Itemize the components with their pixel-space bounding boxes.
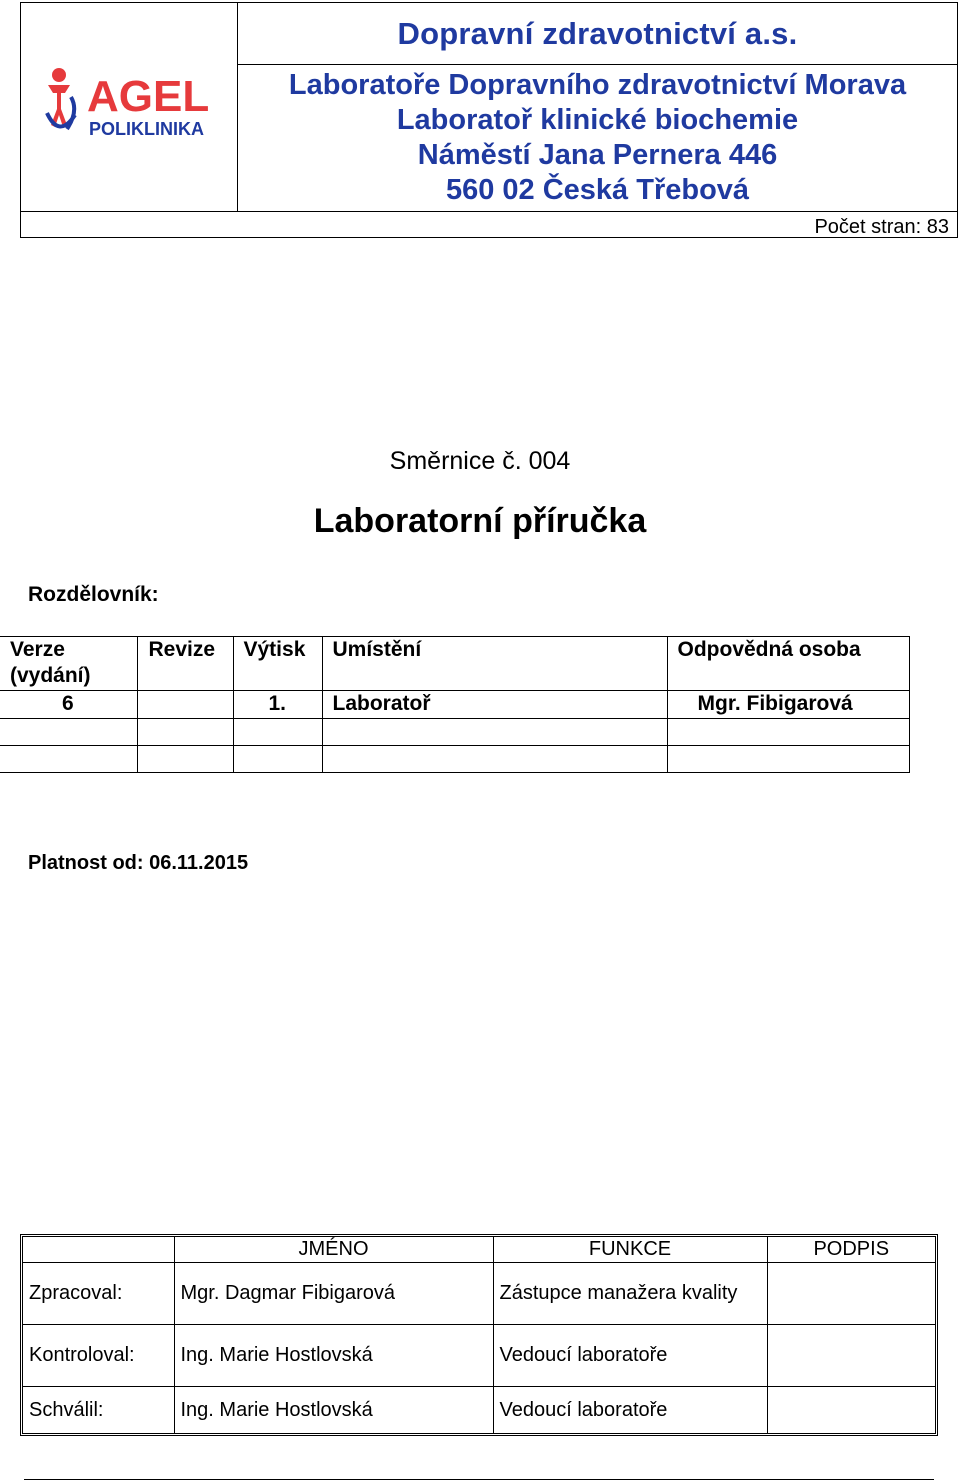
bottom-rule xyxy=(24,1479,934,1480)
distribution-header-row xyxy=(0,637,909,691)
header-copy xyxy=(233,637,322,691)
approval-function: Vedoucí laboratoře xyxy=(493,1324,767,1386)
header-revision-text: Revize xyxy=(148,638,216,661)
approval-signature xyxy=(767,1262,935,1324)
distribution-label: Rozdělovník: xyxy=(28,583,159,606)
header-revision xyxy=(137,637,233,691)
validity-date: Platnost od: 06.11.2015 xyxy=(28,852,249,874)
address-line-lab-network: Laboratoře Dopravního zdravotnictví Morava xyxy=(288,69,907,101)
header-responsible xyxy=(667,637,909,691)
header-responsible-text: Odpovědná osoba xyxy=(677,638,861,661)
page-count: Počet stran: 83 xyxy=(814,216,949,238)
empty-cell xyxy=(667,719,909,746)
empty-cell xyxy=(233,746,322,773)
empty-cell xyxy=(137,746,233,773)
approval-block xyxy=(20,1234,938,1436)
approval-row-approved xyxy=(23,1386,935,1434)
approval-header-role xyxy=(23,1237,174,1262)
distribution-empty-row xyxy=(0,719,909,746)
approval-function: Zástupce manažera kvality xyxy=(493,1262,767,1324)
cell-version-text: 6 xyxy=(62,692,74,715)
cell-responsible-text: Mgr. Fibigarová xyxy=(697,692,853,715)
approval-name: Ing. Marie Hostlovská xyxy=(174,1386,493,1434)
distribution-table xyxy=(0,636,910,773)
approval-name: Ing. Marie Hostlovská xyxy=(174,1324,493,1386)
address-line-city: 560 02 Česká Třebová xyxy=(445,174,750,206)
logo-cell xyxy=(21,3,238,211)
approval-signature xyxy=(767,1324,935,1386)
directive-number: Směrnice č. 004 xyxy=(389,447,571,475)
approval-header-name: JMÉNO xyxy=(174,1237,493,1262)
company-name: Dopravní zdravotnictví a.s. xyxy=(397,15,798,51)
cell-copy-text: 1. xyxy=(268,692,287,715)
empty-cell xyxy=(322,719,667,746)
header-location-text: Umístění xyxy=(332,638,422,661)
empty-cell xyxy=(233,719,322,746)
approval-row-checked xyxy=(23,1324,935,1386)
distribution-empty-row xyxy=(0,746,909,773)
approval-header-function: FUNKCE xyxy=(493,1237,767,1262)
address-line-lab-name: Laboratoř klinické biochemie xyxy=(396,104,799,136)
approval-name: Mgr. Dagmar Fibigarová xyxy=(174,1262,493,1324)
document-header xyxy=(20,2,958,238)
header-location xyxy=(322,637,667,691)
cell-responsible xyxy=(667,691,909,719)
header-copy-text: Výtisk xyxy=(243,638,306,661)
header-version-line2: (vydání) xyxy=(10,664,91,687)
agel-logo xyxy=(45,65,240,145)
header-version xyxy=(0,637,137,691)
approval-role: Schválil: xyxy=(23,1386,174,1434)
approval-signature xyxy=(767,1386,935,1434)
empty-cell xyxy=(322,746,667,773)
page-count-row xyxy=(21,211,957,237)
approval-header-row xyxy=(23,1237,935,1262)
cell-copy xyxy=(233,691,322,719)
address-block xyxy=(238,65,957,211)
empty-cell xyxy=(0,746,137,773)
empty-cell xyxy=(667,746,909,773)
empty-cell xyxy=(137,719,233,746)
header-version-line1: Verze xyxy=(10,638,65,661)
approval-role: Zpracoval: xyxy=(23,1262,174,1324)
distribution-row xyxy=(0,691,909,719)
approval-function: Vedoucí laboratoře xyxy=(493,1386,767,1434)
cell-location xyxy=(322,691,667,719)
approval-row-prepared xyxy=(23,1262,935,1324)
logo-sub: POLIKLINIKA xyxy=(89,119,204,139)
cell-version xyxy=(0,691,137,719)
logo-brand: AGEL xyxy=(87,72,210,121)
cell-location-text: Laboratoř xyxy=(332,692,431,715)
document-title: Laboratorní příručka xyxy=(313,502,647,540)
empty-cell xyxy=(0,719,137,746)
approval-header-signature: PODPIS xyxy=(767,1237,935,1262)
approval-role: Kontroloval: xyxy=(23,1324,174,1386)
cell-revision xyxy=(137,691,233,719)
company-row xyxy=(238,3,957,65)
approval-table xyxy=(23,1237,935,1434)
address-line-street: Náměstí Jana Pernera 446 xyxy=(417,139,778,171)
